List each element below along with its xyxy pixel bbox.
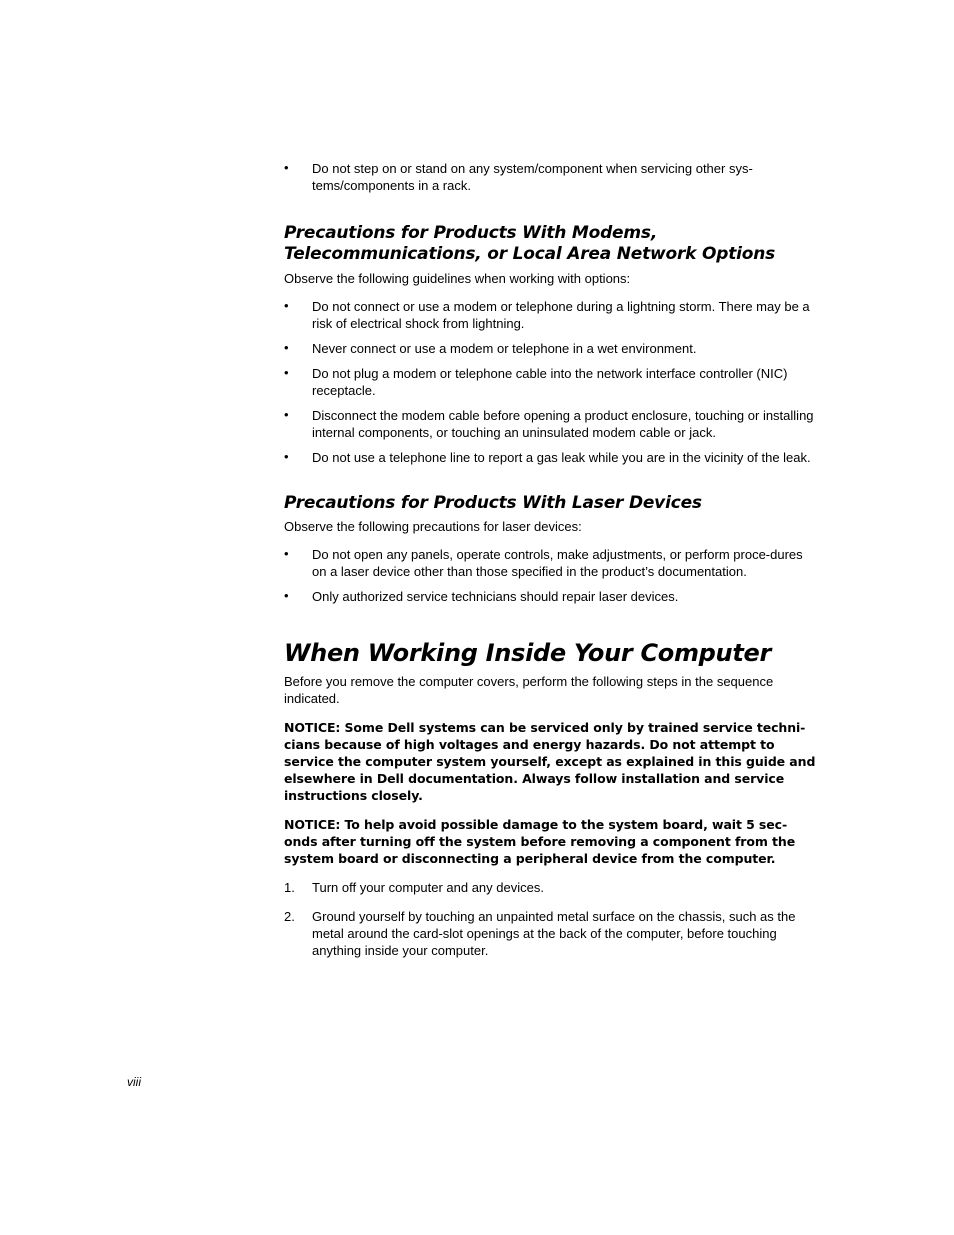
bullet-icon: • — [284, 160, 289, 175]
bullet-icon: • — [284, 365, 289, 380]
list-item — [284, 879, 816, 896]
heading-line: Precautions for Products With Modems, — [284, 223, 658, 243]
step-number: 2. — [284, 909, 295, 924]
bullet-text: Do not step on or stand on any system/component when servicing other sys-tems/components in a rack. — [312, 161, 753, 193]
steps-list — [284, 879, 816, 959]
list-item — [284, 588, 816, 605]
step-text: Ground yourself by touching an unpainted metal surface on the chassis, such as the metal around the card-slot openings at the back of the computer, before touching anything inside your computer. — [312, 909, 796, 958]
list-item — [284, 546, 816, 580]
list-item — [284, 407, 816, 441]
bullet-icon: • — [284, 298, 289, 313]
bullet-text: Do not plug a modem or telephone cable into the network interface controller (NIC) receptacle. — [312, 366, 788, 398]
bullet-text: Never connect or use a modem or telephone in a wet environment. — [312, 341, 697, 356]
list-item — [284, 340, 816, 357]
modem-bullet-list — [284, 298, 816, 466]
bullet-icon: • — [284, 340, 289, 355]
bullet-icon: • — [284, 449, 289, 464]
step-number: 1. — [284, 880, 295, 895]
bullet-icon: • — [284, 407, 289, 422]
list-item — [284, 298, 816, 332]
bullet-icon: • — [284, 546, 289, 561]
bullet-text: Disconnect the modem cable before opening a product enclosure, touching or installing internal components, or touching an uninsulated modem cable or jack. — [312, 408, 814, 440]
heading-line: Telecommunications, or Local Area Network Options — [284, 244, 776, 264]
page-number: viii — [127, 1075, 141, 1089]
list-item — [284, 160, 816, 194]
page-content — [284, 160, 816, 967]
laser-bullet-list — [284, 546, 816, 605]
bullet-text: Do not open any panels, operate controls, make adjustments, or perform proce-dures on a laser device other than those specified in the product’s documentation. — [312, 547, 803, 579]
section-intro: Before you remove the computer covers, perform the following steps in the sequence indicated. — [284, 674, 774, 706]
list-item — [284, 365, 816, 399]
section-heading-modems — [284, 223, 816, 265]
list-item — [284, 449, 816, 466]
bullet-text: Do not connect or use a modem or telephone during a lightning storm. There may be a risk of electrical shock from lightning. — [312, 299, 810, 331]
section-heading-laser: Precautions for Products With Laser Devices — [284, 493, 702, 513]
list-item — [284, 908, 816, 959]
step-text: Turn off your computer and any devices. — [312, 880, 544, 895]
notice-text: NOTICE: To help avoid possible damage to the system board, wait 5 sec-onds after turning off the system before removing a component from the system board or disconnecting a peripheral device from the computer. — [284, 817, 796, 866]
bullet-text: Do not use a telephone line to report a gas leak while you are in the vicinity of the leak. — [312, 450, 811, 465]
notice-text: NOTICE: Some Dell systems can be serviced only by trained service techni-cians because of high voltages and energy hazards. Do not attempt to service the computer system yourself, except as explained in this guide and elsewhere in Dell documentation. Always follow installation and service instructions closely. — [284, 720, 816, 803]
bullet-icon: • — [284, 588, 289, 603]
bullet-text: Only authorized service technicians should repair laser devices. — [312, 589, 679, 604]
top-bullet-list — [284, 160, 816, 194]
section-intro: Observe the following guidelines when working with options: — [284, 271, 631, 286]
section-intro: Observe the following precautions for laser devices: — [284, 519, 582, 534]
section-heading-working: When Working Inside Your Computer — [284, 639, 772, 667]
